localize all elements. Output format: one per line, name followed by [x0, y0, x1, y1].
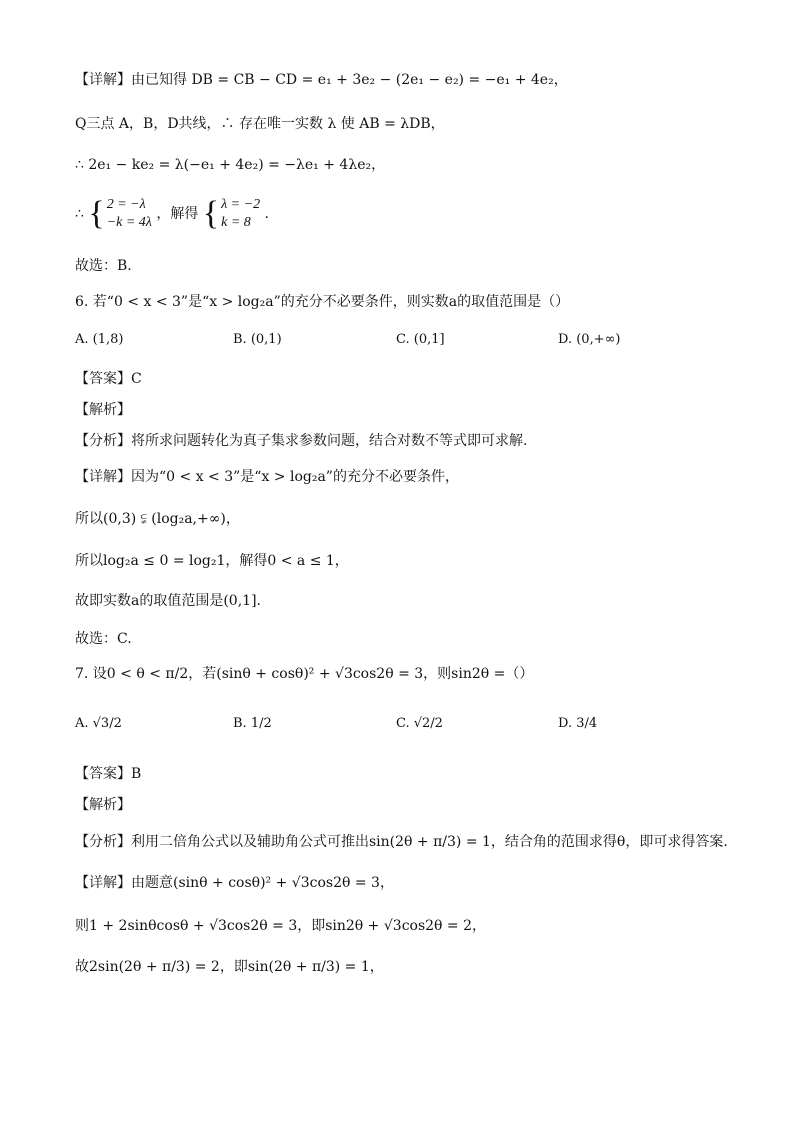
q7-jiexi — [75, 795, 131, 815]
question-6-stem — [75, 292, 569, 312]
q6-step-1-text: 所以(0,3) ⫋ (log₂a,+∞)， — [75, 511, 240, 527]
right-brace: { — [202, 195, 220, 232]
q6-jiexi — [75, 400, 131, 420]
detail-line-q5-text: 【详解】由已知得 DB = CB − CD = e₁ + 3e₂ − (2e₁ − e₂) = −e₁ + 4e₂， — [75, 72, 568, 88]
system-left-row-2: −k = 4λ — [106, 215, 152, 230]
q6-option-b: B. (0,1) — [233, 332, 282, 347]
q7-step-1-text: 则1 + 2sinθcosθ + √3cos2θ = 3，即sin2θ + √3cos2θ = 2， — [75, 918, 487, 934]
question-7-options — [75, 716, 735, 738]
system-right — [221, 196, 260, 232]
detail-line-q5 — [75, 70, 568, 90]
q6-step-3 — [75, 591, 261, 611]
q7-analysis — [75, 832, 728, 852]
collinear-line-text: Q三点 A，B，D共线，∴ 存在唯一实数 λ 使 AB = λDB， — [75, 116, 445, 132]
question-6-options — [75, 332, 735, 352]
equation-system-line — [75, 196, 269, 232]
q6-step-1 — [75, 509, 240, 529]
question-7-stem — [75, 664, 533, 684]
q7-option-a: A. √3/2 — [75, 716, 122, 731]
system-right-row-1: λ = −2 — [221, 197, 261, 212]
q7-detail — [75, 873, 394, 893]
q6-analysis — [75, 431, 527, 451]
q7-analysis-text: 【分析】利用二倍角公式以及辅助角公式可推出sin(2θ + π/3) = 1，结合角的范围求得θ，即可求得答案. — [75, 834, 728, 850]
q7-step-2 — [75, 957, 384, 977]
q6-answer — [75, 369, 142, 389]
q7-option-d: D. 3/4 — [558, 716, 598, 731]
q7-detail-text: 【详解】由题意(sinθ + cosθ)² + √3cos2θ = 3， — [75, 875, 394, 891]
system-right-row-2: k = 8 — [221, 215, 251, 230]
q6-choose-text: 故选：C. — [75, 631, 132, 647]
vector-equation-text: ∴ 2e₁ − ke₂ = λ(−e₁ + 4e₂) = −λe₁ + 4λe₂， — [75, 157, 386, 173]
q6-choose — [75, 629, 132, 649]
choose-q5 — [75, 256, 132, 276]
q6-detail — [75, 467, 459, 487]
vector-equation-line — [75, 155, 385, 175]
q7-option-b: B. 1/2 — [233, 716, 272, 731]
q7-option-c: C. √2/2 — [396, 716, 443, 731]
q7-answer-text: 【答案】B — [75, 766, 142, 782]
q7-step-2-text: 故2sin(2θ + π/3) = 2，即sin(2θ + π/3) = 1， — [75, 959, 384, 975]
q7-jiexi-text: 【解析】 — [75, 797, 131, 813]
q7-answer — [75, 764, 141, 784]
question-6-stem-text: 6. 若“0 < x < 3”是“x > log₂a”的充分不必要条件，则实数a的取值范围是（） — [75, 294, 570, 310]
question-7-stem-text: 7. 设0 < θ < π/2，若(sinθ + cosθ)² + √3cos2θ = 3，则sin2θ =（） — [75, 666, 534, 682]
q6-step-2-text: 所以log₂a ≤ 0 = log₂1，解得0 < a ≤ 1， — [75, 553, 349, 569]
q6-option-c: C. (0,1] — [396, 332, 445, 347]
system-left — [107, 196, 152, 232]
q7-step-1 — [75, 916, 486, 936]
system-left-row-1: 2 = −λ — [106, 197, 146, 212]
q6-analysis-text: 【分析】将所求问题转化为真子集求参数问题，结合对数不等式即可求解. — [75, 433, 528, 449]
solve-text: ，解得 — [156, 206, 199, 222]
q6-step-2 — [75, 551, 349, 571]
left-brace: { — [88, 195, 105, 232]
system-end: . — [264, 206, 269, 222]
q6-jiexi-text: 【解析】 — [75, 402, 131, 418]
q6-detail-text: 【详解】因为“0 < x < 3”是“x > log₂a”的充分不必要条件， — [75, 469, 459, 485]
q6-option-d: D. (0,+∞) — [558, 332, 621, 347]
collinear-line — [75, 114, 445, 134]
therefore-symbol: ∴ — [75, 206, 84, 222]
q6-answer-text: 【答案】C — [75, 371, 142, 387]
choose-q5-text: 故选：B. — [75, 258, 132, 274]
q6-step-3-text: 故即实数a的取值范围是(0,1]. — [75, 593, 261, 609]
q6-option-a: A. (1,8) — [75, 332, 124, 347]
